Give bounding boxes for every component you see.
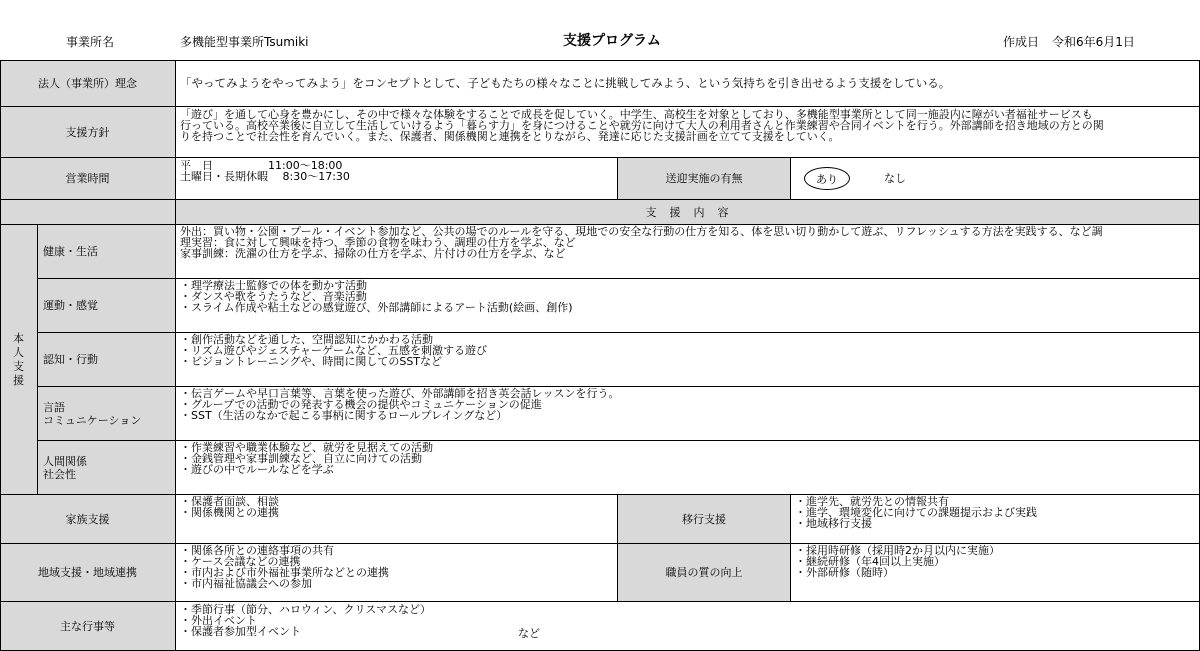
transition-label: 移行支援 (682, 512, 726, 526)
created-label: 作成日 (1003, 35, 1040, 49)
transition-text: ・進学先、就労先との情報共有 ・進学、環境変化に向けての課題提示および実践 ・地域移行支援 (795, 495, 1037, 530)
transport-yes-circle (804, 167, 850, 190)
row-label-health: 健康・生活 (43, 245, 98, 258)
row-content-language: ・伝言ゲームや早口言葉等、言葉を使った遊び、外部講師を招き英会話レッスンを行う。 ・グループでの活動での発表する機会の提供やコミュニケーションの促進 ・SST（生活のなかで起こる事柄に関するロールプレイングなど） (180, 387, 620, 422)
page-title: 支援プログラム (563, 33, 661, 49)
row-label-cognition: 認知・行動 (43, 353, 98, 366)
philosophy-label: 法人（事業所）理念 (38, 77, 137, 90)
row-label-language: 言語 コミュニケーション (43, 400, 142, 427)
family-label: 家族支援 (65, 512, 110, 526)
support-header: 支 援 内 容 (645, 205, 730, 219)
transport-yes: あり (816, 172, 838, 186)
row-content-cognition: ・創作活動などを通した、空間認知にかかわる活動 ・リズム遊びやジェスチャーゲームなど、五感を刺激する遊び ・ビジョントレーニングや、時間に関してのSSTなど (180, 333, 488, 368)
staff-quality-text: ・採用時研修（採用時2か月以内に実施） ・継続研修（年4回以上実施） ・外部研修（随時） (795, 544, 1000, 579)
transport-no: なし (884, 172, 906, 185)
events-etc: など (518, 627, 540, 640)
staff-quality-label: 職員の質の向上 (665, 566, 743, 579)
hours-label: 営業時間 (65, 172, 110, 185)
community-text: ・関係各所との連絡事項の共有 ・ケース会議などの連携 ・市内および市外福祉事業所などとの連携 ・市内福祉協議会への参加 (180, 544, 389, 590)
family-text: ・保護者面談、相談 ・関係機関との連携 (180, 495, 279, 519)
created-date: 令和6年6月1日 (1052, 35, 1135, 49)
transport-label: 送迎実施の有無 (665, 172, 743, 185)
row-content-health: 外出：買い物・公園・プール・イベント参加など、公共の場でのルールを守る、現地での安全な行動の仕方を知る、体を思い切り動かして遊ぶ、リフレッシュする方法を実践する、など調 理実習：食に対して興味を持つ、季節の食物を味わう、調理の仕方を学ぶ、など 家事訓練：洗濯の仕方を学ぶ、掃除の仕方を学ぶ、片付けの仕方を学ぶ、など (180, 225, 1103, 260)
policy-label: 支援方針 (65, 125, 110, 139)
facility-label: 事業所名 (66, 35, 115, 49)
facility-name: 多機能型事業所Tsumiki (180, 35, 309, 49)
philosophy-text: 「やってみようをやってみよう」をコンセプトとして、子どもたちの様々なことに挑戦してみよう、という気持ちを引き出せるよう支援をしている。 (180, 76, 951, 90)
row-label-social: 人間関係 社会性 (43, 454, 87, 481)
events-text: ・季節行事（節分、ハロウィン、クリスマスなど） ・外出イベント ・保護者参加型イベント (180, 603, 432, 638)
row-label-motor: 運動・感覚 (43, 299, 98, 312)
self-support-side-label: 本 人 支 援 (13, 331, 24, 387)
row-content-motor: ・理学療法士監修での体を動かす活動 ・ダンスや歌をうたうなど、音楽活動 ・スライム作成や粘土などの感覚遊び、外部講師によるアート活動(絵画、創作) (180, 279, 573, 314)
hours-text: 平 日 11:00～18:00 土曜日・長期休暇 8:30～17:30 (180, 159, 350, 183)
events-label: 主な行事等 (60, 619, 115, 633)
community-label: 地域支援・地域連携 (38, 566, 137, 579)
row-content-social: ・作業練習や職業体験など、就労を見据えての活動 ・金銭管理や家事訓練など、自立に向けての活動 ・遊びの中でルールなどを学ぶ (180, 441, 433, 476)
policy-text: 「遊び」を通して心身を豊かにし、その中で様々な体験をすることで成長を促していく。中学生、高校生を対象としており、多機能型事業所として同一施設内に障がい者福祉サービスも 行っている。高校卒業後に自立して生活していけるよう「暮らす力」を身につけることや就労に向けて大人の利用者さんと作業練習や合同イベントを行う。外部講師を招き地域の方との関 りを持つことで社会性を育んでいく。また、保護者、関係機関と連携をとりながら、発達に応じた支援計画を立てて支援をしていく。 (180, 108, 1104, 143)
